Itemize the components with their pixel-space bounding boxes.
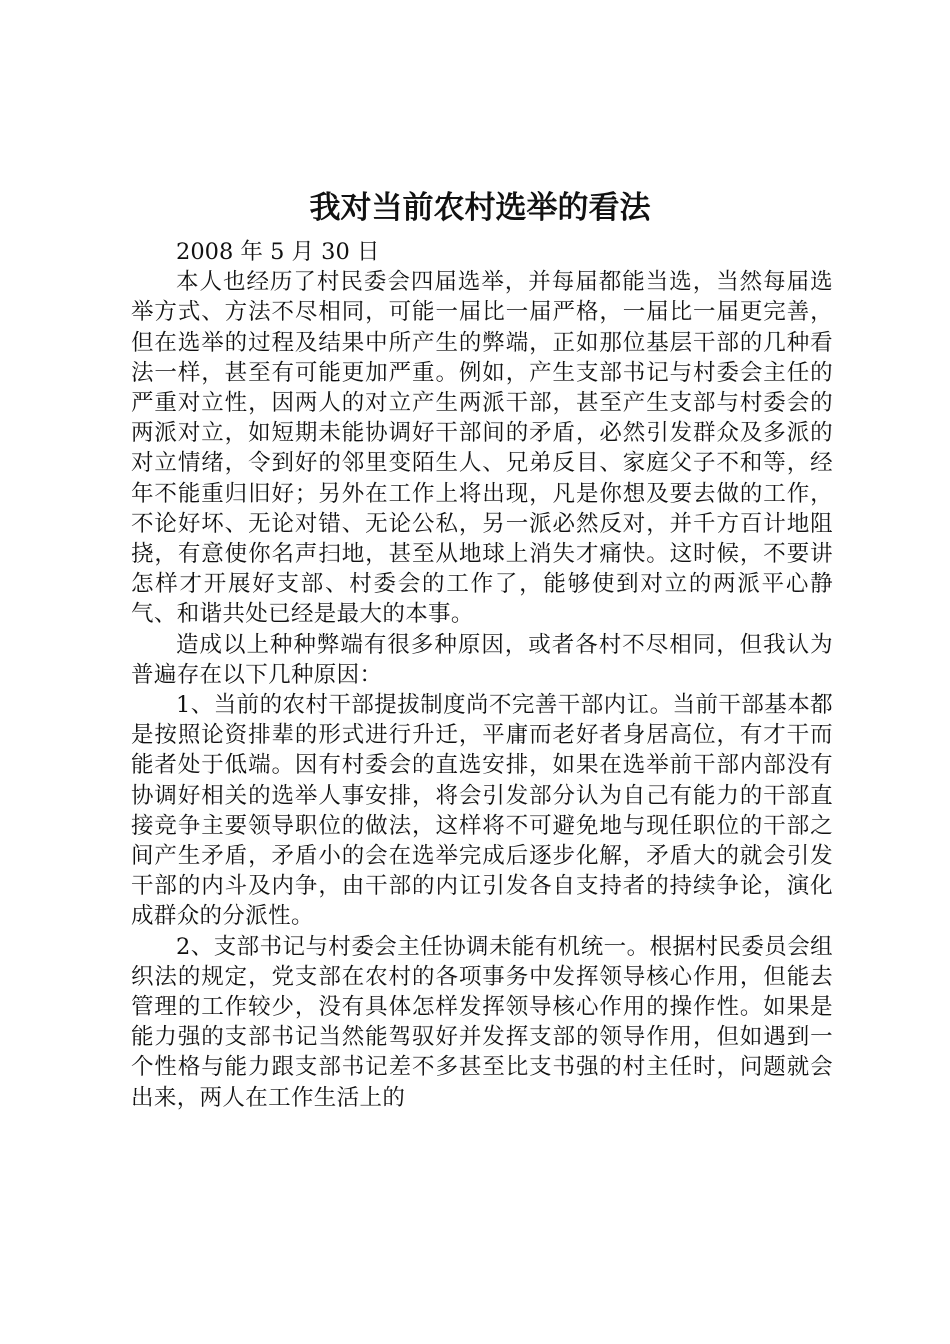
paragraph-1: 本人也经历了村民委会四届选举，并每届都能当选，当然每届选举方式、方法不尽相同，可能一届比一届严格，一届比一届更完善，但在选举的过程及结果中所产生的弊端，正如那位基层干部的几种看法一样，甚至有可能更加严重。例如，产生支部书记与村委会主任的严重对立性，因两人的对立产生两派干部，甚至产生支部与村委会的两派对立，如短期未能协调好干部间的矛盾，必然引发群众及多派的对立情绪，令到好的邻里变陌生人、兄弟反目、家庭父子不和等，经年不能重归旧好；另外在工作上将出现，凡是你想及要去做的工作，不论好坏、无论对错、无论公私，另一派必然反对，并千方百计地阻挠，有意使你名声扫地，甚至从地球上消失才痛快。这时候，不要讲怎样才开展好支部、村委会的工作了，能够使到对立的两派平心静气、和谐共处已经是最大的本事。 (131, 269, 833, 628)
paragraph-3: 1、当前的农村干部提拔制度尚不完善干部内讧。当前干部基本都是按照论资排辈的形式进行升迁，平庸而老好者身居高位，有才干而能者处于低端。因有村委会的直选安排，如果在选举前干部内部没有协调好相关的选举人事安排，将会引发部分认为自己有能力的干部直接竞争主要领导职位的做法，这样将不可避免地与现任职位的干部之间产生矛盾，矛盾小的会在选举完成后逐步化解，矛盾大的就会引发干部的内斗及内争，由干部的内讧引发各自支持者的持续争论，演化成群众的分派性。 (131, 692, 833, 930)
document-title: 我对当前农村选举的看法 (309, 190, 651, 226)
paragraph-4: 2、支部书记与村委会主任协调未能有机统一。根据村民委员会组织法的规定，党支部在农村的各项事务中发挥领导核心作用，但能去管理的工作较少，没有具体怎样发挥领导核心作用的操作性。如果是能力强的支部书记当然能驾驭好并发挥支部的领导作用，但如遇到一个性格与能力跟支部书记差不多甚至比支书强的村主任时，问题就会出来，两人在工作生活上的 (131, 933, 833, 1111)
document-body (131, 237, 833, 1113)
document-date: 2008 年 5 月 30 日 (176, 239, 380, 265)
paragraph-2: 造成以上种种弊端有很多种原因，或者各村不尽相同，但我认为普遍存在以下几种原因： (131, 631, 833, 688)
